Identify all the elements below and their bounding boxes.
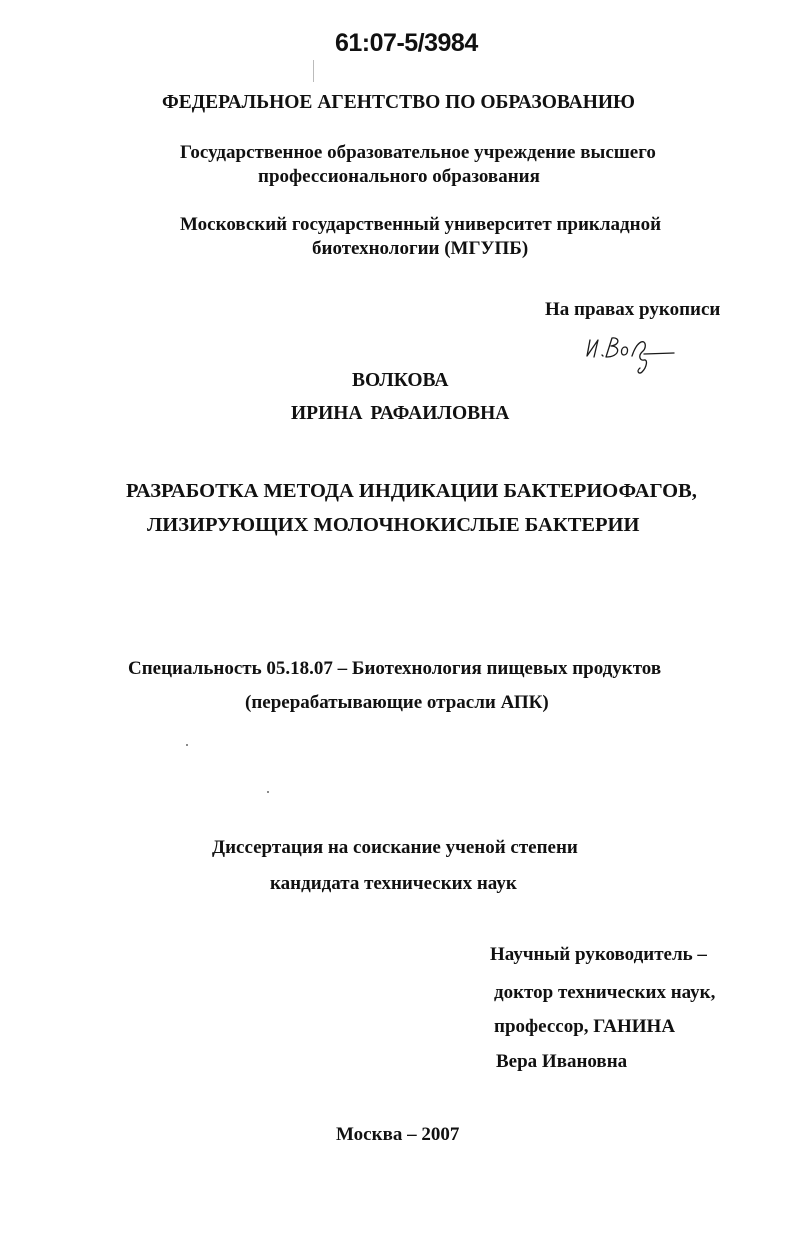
scan-mark [313,60,314,82]
degree-statement-line-2: кандидата технических наук [270,873,517,894]
specialty-line-2: (перерабатывающие отрасли АПК) [245,692,549,713]
handwritten-signature [584,330,676,380]
scan-speck [186,744,188,746]
agency-heading: ФЕДЕРАЛЬНОЕ АГЕНТСТВО ПО ОБРАЗОВАНИЮ [162,92,636,113]
institution-line-1: Государственное образовательное учреждение высшего [180,142,656,163]
dissertation-title-line-1: РАЗРАБОТКА МЕТОДА ИНДИКАЦИИ БАКТЕРИОФАГОВ, [126,480,697,502]
author-given-names: ИРИНА РАФАИЛОВНА [291,403,510,424]
supervisor-title-surname: профессор, ГАНИНА [494,1016,676,1037]
supervisor-label: Научный руководитель – [490,944,707,965]
scan-speck [267,791,269,793]
archive-code: 61:07-5/3984 [335,29,478,57]
degree-statement-line-1: Диссертация на соискание ученой степени [212,837,578,858]
supervisor-degree: доктор технических наук, [494,982,716,1003]
university-line-1: Московский государственный университет прикладной [180,214,662,235]
specialty-line-1: Специальность 05.18.07 – Биотехнология пищевых продуктов [128,658,662,679]
university-line-2: биотехнологии (МГУПБ) [312,238,529,259]
manuscript-rights-note: На правах рукописи [545,299,721,320]
institution-line-2: профессионального образования [258,166,540,187]
dissertation-title-line-2: ЛИЗИРУЮЩИХ МОЛОЧНОКИСЛЫЕ БАКТЕРИИ [147,514,640,536]
author-surname: ВОЛКОВА [352,370,449,391]
supervisor-given-names: Вера Ивановна [496,1051,628,1072]
city-year: Москва – 2007 [336,1124,460,1145]
